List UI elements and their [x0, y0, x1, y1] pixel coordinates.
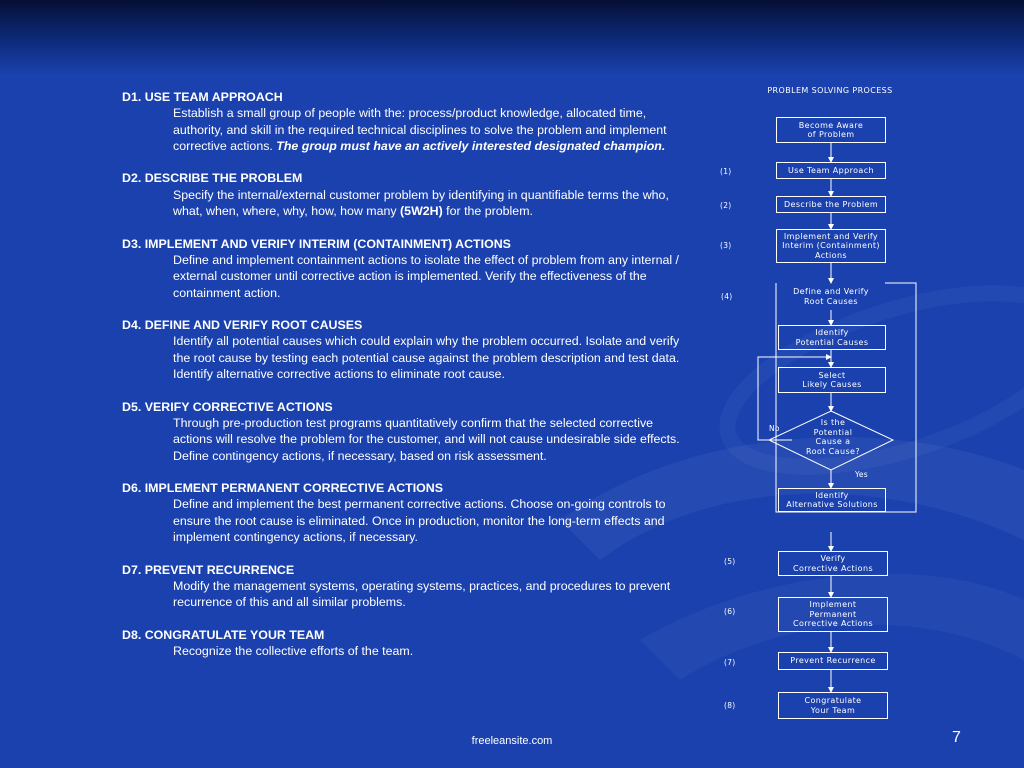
node-congratulate-team: Congratulate Your Team	[778, 692, 888, 719]
step-title: D1. USE TEAM APPROACH	[122, 90, 283, 104]
step-body: Recognize the collective efforts of the team.	[173, 644, 414, 659]
footer-source: freeleansite.com	[471, 735, 553, 747]
node-describe-problem: Describe the Problem	[776, 196, 886, 213]
step-body: Define and implement the best permanent corrective actions. Choose on-going controls to ensure the root cause is eliminated. Once in production, monitor the long-term effects and implement contingency actions, if necessary.	[173, 497, 666, 545]
step-tag: (1)	[720, 167, 732, 176]
step-tag: (8)	[724, 701, 736, 710]
step-body: Modify the management systems, operating systems, practices, and procedures to prevent recurrence of this and all similar problems.	[173, 578, 671, 610]
node-likely-causes: Select Likely Causes	[778, 367, 886, 393]
node-use-team-approach: Use Team Approach	[776, 162, 886, 179]
step-body: Define and implement containment actions to isolate the effect of problem from any internal / external customer until corrective action is implemented. Verify the effectiveness of the containment action.	[173, 252, 679, 300]
step-tag: (3)	[720, 241, 732, 250]
step-tag: (5)	[724, 557, 736, 566]
node-define-root-causes: Define and Verify Root Causes	[793, 287, 869, 306]
flowchart-title: PROBLEM SOLVING PROCESS	[767, 86, 893, 95]
step-title: D3. IMPLEMENT AND VERIFY INTERIM (CONTAINMENT) ACTIONS	[122, 236, 511, 251]
root-cause-group-frame	[776, 283, 916, 512]
step-tag: (7)	[724, 658, 736, 667]
step-title: D4. DEFINE AND VERIFY ROOT CAUSES	[122, 318, 363, 333]
node-prevent-recurrence: Prevent Recurrence	[778, 652, 888, 670]
step-body-emphasis: The group must have an actively interested designated champion.	[276, 138, 666, 153]
node-potential-causes: Identify Potential Causes	[778, 325, 886, 350]
node-verify-corrective: Verify Corrective Actions	[778, 551, 888, 576]
step-body-emphasis: (5W2H)	[400, 204, 443, 219]
step-title: D2. DESCRIBE THE PROBLEM	[122, 171, 303, 186]
step-title: D7. PREVENT RECURRENCE	[122, 562, 295, 577]
step-body-text: for the problem.	[442, 204, 533, 219]
step-title: D5. VERIFY CORRECTIVE ACTIONS	[122, 399, 333, 414]
step-title: D8. CONGRATULATE YOUR TEAM	[122, 627, 325, 642]
step-body-text: Specify the internal/external customer problem by identifying in quantifiable terms the who, what, when, where, why, how, how many	[173, 187, 669, 219]
step-body: Identify all potential causes which could explain why the problem occurred. Isolate and verify the root cause by testing each potential cause against the problem description and test data. Identify alternative corrective actions to eliminate root cause.	[173, 334, 680, 382]
step-body: Through pre-production test programs quantitatively confirm that the selected corrective actions will resolve the problem for the customer, and will not cause undesirable side effects. Define contingency actions, if necessary, based on risk assessment.	[173, 415, 680, 463]
yes-label: Yes	[855, 470, 869, 479]
step-title: D6. IMPLEMENT PERMANENT CORRECTIVE ACTIONS	[122, 481, 444, 496]
step-tag: (2)	[720, 201, 732, 210]
no-label: No	[769, 424, 780, 433]
node-interim-actions: Implement and Verify Interim (Containment) Actions	[776, 229, 886, 263]
step-body-text: Establish a small group of people with the: process/product knowledge, allocated time, authority, and skill in the required technical disciplines to solve the problem and implement corrective actions.	[173, 106, 667, 153]
step-tag: (4)	[721, 292, 733, 301]
node-alternative-solutions: Identify Alternative Solutions	[778, 488, 886, 512]
slide-number: 7	[952, 729, 961, 746]
step-tag: (6)	[724, 607, 736, 616]
node-root-cause-decision: Is the Potential Cause a Root Cause?	[806, 418, 860, 456]
node-become-aware: Become Aware of Problem	[776, 117, 886, 143]
node-implement-permanent: Implement Permanent Corrective Actions	[778, 597, 888, 632]
